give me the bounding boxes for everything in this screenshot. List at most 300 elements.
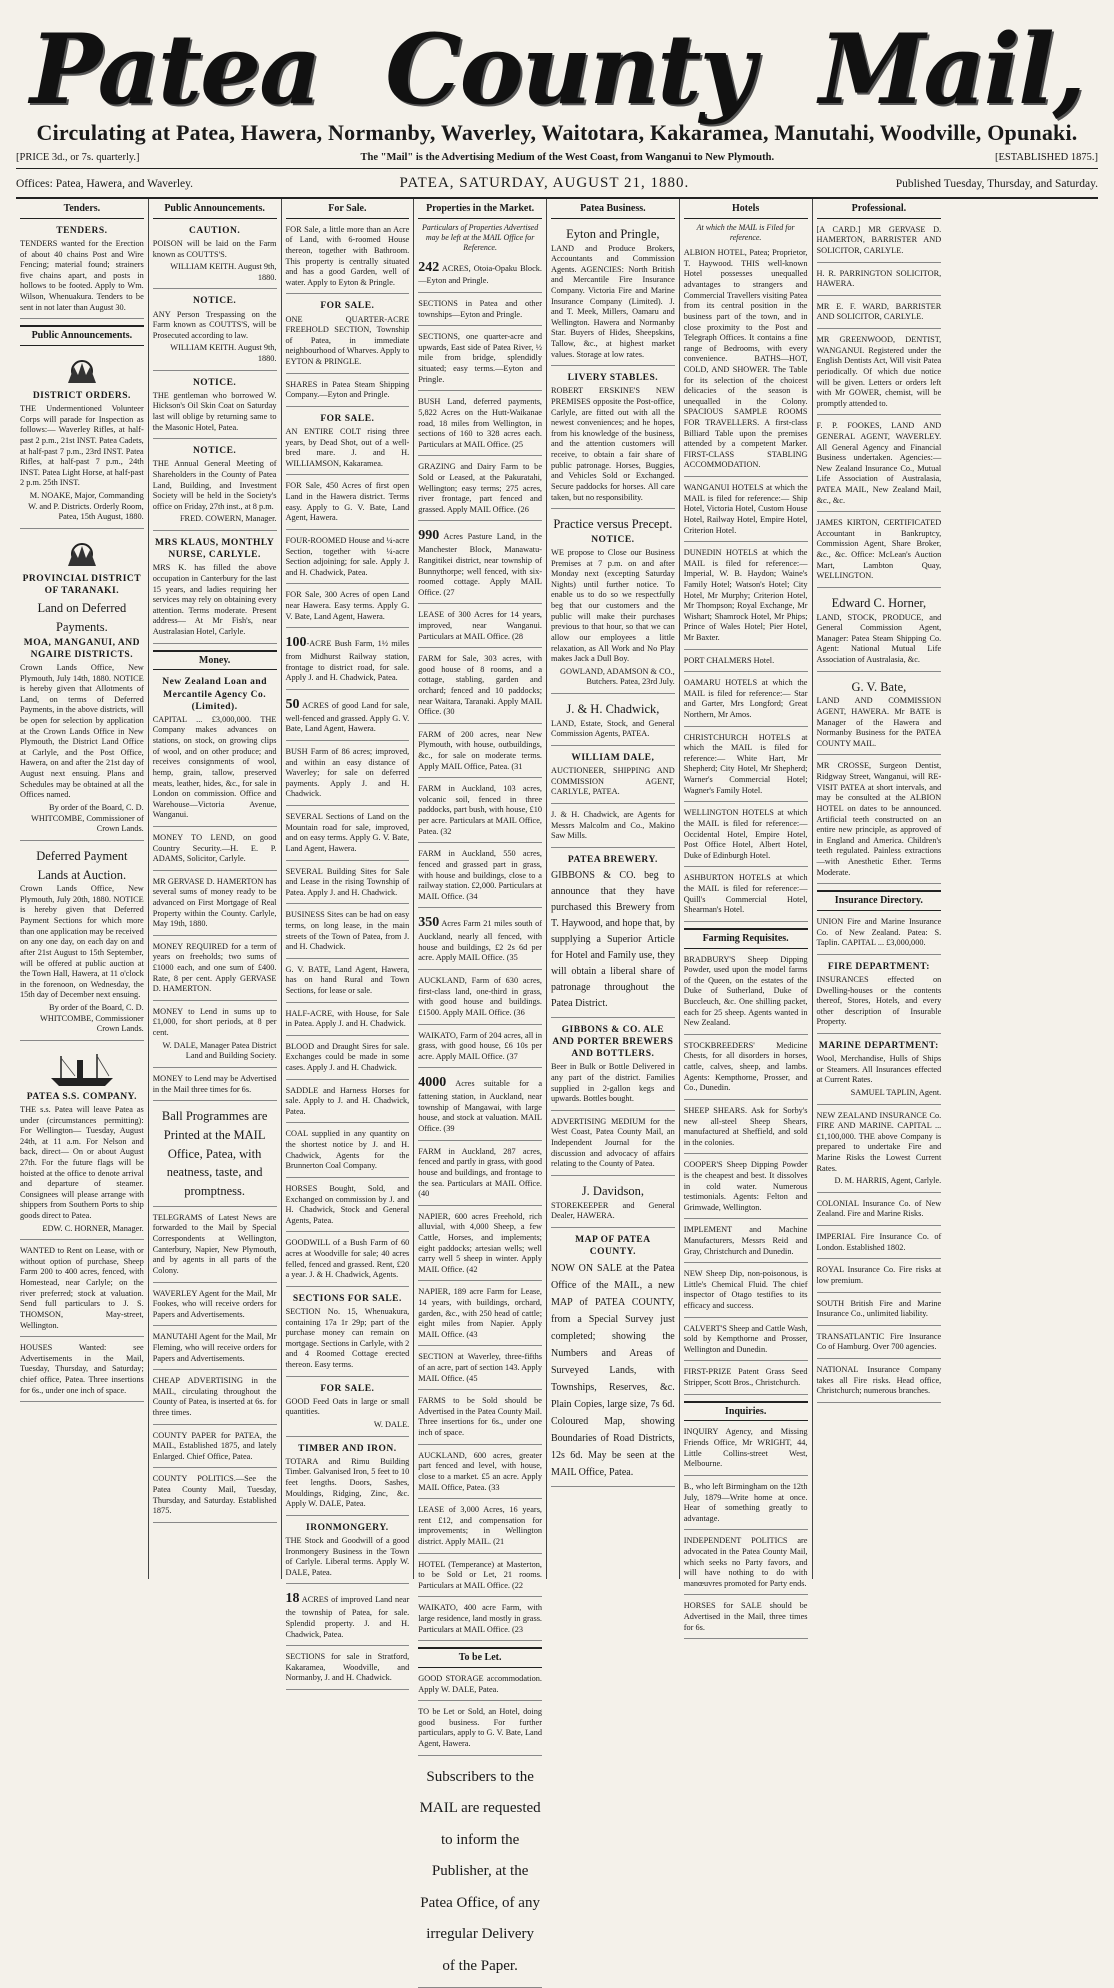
advert-text: ADVERTISING MEDIUM for the West Coast, Patea County Mail, an Independent Journal for the discussion and advocacy of affairs relating to the County of Patea. (551, 1116, 675, 1169)
advert-title: Deferred Payment Lands at Auction. (36, 848, 128, 882)
advert (418, 395, 542, 456)
advert-title: WILLIAM DALE, (571, 752, 655, 763)
section-heading: Properties in the Market. (418, 203, 542, 219)
advert-text: FARM in Auckland, 550 acres, fenced and grassed part in grass, with house and buildings, close to a railway station. £2,000. Particulars at MAIL Office. (34 (418, 849, 542, 901)
advert-title: IRONMONGERY. (306, 1522, 389, 1533)
advert-text: AN ENTIRE COLT rising three years, by Dead Shot, out of a well-bred mare. J. and H. WILLIAMSON, Kakaramea. (285, 427, 410, 468)
advert (286, 534, 410, 584)
advert-text: WANGANUI HOTELS at which the MAIL is filed for reference:— Ship Hotel, Victoria Hotel, Custom House Hotel, Railway Hotel, Empire Hotel, Criterion Hotel. (683, 483, 808, 535)
advert (551, 750, 675, 804)
advert-text: AUCKLAND, 600 acres, greater part fenced and level, with house, close to a market. £5 an acre. Apply MAIL Office, Patea. (33 (418, 1450, 542, 1492)
advert (153, 293, 277, 370)
advert (551, 223, 675, 366)
advert-text: GOOD Feed Oats in large or small quantities. (285, 1396, 410, 1417)
advert (20, 1045, 144, 1240)
advert-text: HOUSES Wanted: see Advertisements in the Mail, Tuesday, Thursday, and Saturday; chief office, Patea. Three insertions for 6s., under one inch of space. (20, 1343, 144, 1395)
advert (286, 810, 410, 860)
advert (286, 1040, 410, 1080)
advert-text: ONE QUARTER-ACRE FREEHOLD SECTION, Township of Patea, in immediate neighbourhood of Wharves. Apply to EYTON & PRINGLE. (285, 314, 410, 367)
advert (817, 1038, 942, 1105)
advert (551, 1115, 675, 1176)
advert-title: PATEA S.S. COMPANY. (26, 1091, 137, 1102)
advert-text: LAND AND COMMISSION AGENT, HAWERA. Mr BATE is Manager of the Hawera and Normanby Business for the PATEA COUNTY MAIL. (816, 696, 942, 748)
advert (20, 350, 144, 529)
section-heading: Patea Business. (551, 203, 675, 219)
advert (418, 652, 542, 724)
advert (684, 1039, 808, 1100)
advert-text: PORT CHALMERS Hotel. (683, 655, 775, 665)
column-2 (149, 199, 282, 1579)
advert (684, 481, 808, 542)
advert-text: NAPIER, 600 acres Freehold, rich alluvial, with 4,000 Sheep, a few Cattle, Horses, and implements; eight paddocks; artesian wells; well carry well 5 sheep in winter. Apply MAIL Office. (42 (418, 1211, 542, 1274)
advert-text: LAND, STOCK, PRODUCE, and General Commission Agent, Manager: Patea Steam Shipping Co. Agent: National Mutual Life Association of Australasia, &c. (816, 612, 942, 665)
advert (418, 525, 542, 604)
advert-text: INQUIRY Agency, and Missing Friends Office, Mr WRIGHT, 44, Little Collins-street West, Melbourne. (683, 1427, 808, 1469)
advert (684, 731, 808, 803)
advert (684, 1223, 808, 1263)
section-subheading: At which the MAIL is Filed for reference. (696, 222, 795, 243)
advert (286, 1182, 410, 1232)
advert-text: Acres Farm 21 miles south of Auckland, nearly all fenced, with house and buildings, £2 2s 6d per acre. Apply MAIL Office. (35 (418, 919, 542, 963)
masthead (16, 6, 1098, 126)
advert-text: MR CROSSE, Surgeon Dentist, Ridgway Street, Wanganui, will RE-VISIT PATEA at short intervals, and may be consulted at the ALBION HOTEL on dates to be announced. Artificial teeth constructed on an entire new principle, as approved of in England and America. Children's teeth regulated. Painless extractions—with Anesthetic Ether. Terms Moderate. (816, 761, 942, 877)
advert (418, 330, 542, 391)
advert-text: TRANSATLANTIC Fire Insurance Co of Hamburg. Over 700 agencies. (816, 1331, 942, 1352)
advert-text: FOR Sale, a little more than an Acre of Land, with 6-roomed House thereon, together with Bathroom. This property is centrally situated and has a good Garden, well of water. Apply to Eyton & Pringle. (285, 224, 410, 287)
advert (153, 1472, 277, 1522)
advert (418, 1601, 542, 1641)
advert-text: BLOOD and Draught Sires for sale. Exchanges could be made in some cases. Apply J. and H. Chadwick. (285, 1041, 410, 1073)
advert-text: SADDLE and Harness Horses for sale. Apply to J. and H. Chadwick, Patea. (285, 1085, 410, 1116)
advert-text: IMPERIAL Fire Insurance Co. of London. Established 1802. (816, 1232, 942, 1252)
advert (286, 1084, 410, 1124)
advert-text: MONEY REQUIRED for a term of years on freeholds; two sums of £1000 each, and one sum of £400. Rate, 8 per cent. Apply GERVASE D. HAMERTON. (152, 941, 277, 994)
advert-title: PROVINCIAL DISTRICT OF TARANAKI. (22, 573, 142, 597)
section-heading: Farming Requisites. (684, 928, 808, 949)
advert (817, 1263, 942, 1292)
advert (418, 1350, 542, 1390)
advert-text: FOR Sale, 450 Acres of first open Land in the Hawera district. Terms easy. Apply to G. V. Bate, Land Agent, Hawera. (285, 481, 410, 523)
section-subheading: Particulars of Properties Advertised may be left at the MAIL Office for Reference. (422, 222, 539, 253)
advert (153, 1330, 277, 1370)
advert-text: SEVERAL Sections of Land on the Mountain road for sale, improved, and on easy terms. Apply G. V. Bate, Land Agent, Hawera. (285, 812, 410, 853)
tagline: The "Mail" is the Advertising Medium of the West Coast, from Wanganui to New Plymouth. (360, 152, 775, 163)
advert-text: Acres suitable for a fattening station, in Auckland, near township of Mangawai, with large house, and stock at valuation. MAIL Office. (39 (418, 1079, 542, 1134)
advert (286, 963, 410, 1003)
established-label: [ESTABLISHED 1875.] (995, 152, 1098, 163)
advert-text: SECTIONS in Patea and other townships—Eyton and Pringle. (418, 299, 542, 319)
advert (418, 297, 542, 326)
advert-number: 100 (285, 635, 307, 651)
advert (684, 1158, 808, 1219)
advert (286, 694, 410, 741)
advert (153, 1374, 277, 1424)
advert-number: 990 (418, 528, 440, 544)
advert-text: ROBERT ERSKINE'S NEW PREMISES opposite the Post-office, Carlyle, are fitted out with all the newest conveniences; and he hopes, from his knowledge of the business, and the attention customers will receive, to obtain a fair share of public patronage. Horses, Buggies, and Vehicles Sold or Exchanged. Secure paddocks for horses. All care taken, but no responsibility. (551, 386, 675, 502)
advert-title: New Zealand Loan and Mercantile Agency Co. (Limited). (162, 677, 267, 712)
advert-text: MONEY to Lend in sums up to £1,000, for short periods, at 8 per cent. (152, 1006, 277, 1038)
advert-title: FOR SALE. (320, 301, 375, 312)
advert (153, 1211, 277, 1283)
advert-text: J. & H. Chadwick, are Agents for Messrs Malcolm and Co., Makino Saw Mills. (551, 809, 675, 841)
advert (418, 257, 542, 294)
advert (418, 1029, 542, 1069)
masthead-word-3: Mail, (819, 13, 1084, 126)
advert-signature: GOWLAND, ADAMSON & CO., Butchers. Patea, 23rd July. (559, 666, 675, 687)
advert-signature: W. DALE. (373, 1419, 410, 1429)
advert (817, 516, 942, 588)
advert-text: ROYAL Insurance Co. Fire risks at low premium. (816, 1265, 942, 1285)
advert-signature: FRED. COWERN, Manager. (179, 514, 277, 524)
advert-text: NEW ZEALAND INSURANCE Co. FIRE AND MARINE. CAPITAL ... £1,100,000. THE above Company is prepared to undertake Fire and Marine Risks the Lowest Current Rates. (816, 1110, 942, 1173)
section-heading: To be Let. (418, 1647, 542, 1668)
published-label: Published Tuesday, Thursday, and Saturday. (895, 177, 1098, 190)
advert-text: SOUTH British Fire and Marine Insurance Co., unlimited liability. (816, 1298, 942, 1319)
advert (817, 1197, 942, 1226)
advert (817, 759, 942, 884)
advert-title: FOR SALE. (320, 413, 375, 424)
advert-title: LIVERY STABLES. (567, 373, 659, 384)
column-1 (16, 199, 149, 1579)
price-label: [PRICE 3d., or 7s. quarterly.] (16, 152, 140, 163)
advert (286, 1007, 410, 1036)
advert-text: LAND, Estate, Stock, and General Commission Agents, PATEA. (551, 718, 675, 739)
advert-text: MRS K. has filled the above occupation in Canterbury for the last 15 years, and ladies requiring her services may rely on obtaining every attention. Terms moderate. Present address— At Mr Fish's, near Australasian Hotel, Carlyle. (152, 563, 277, 636)
section-heading: Public Announcements. (153, 203, 277, 219)
advert (418, 1503, 542, 1553)
advert (684, 871, 808, 921)
advert (286, 298, 410, 373)
advert-text: OAMARU HOTELS at which the MAIL is filed for reference:— Star and Garter, Mrs Longford; Great Northern, Mr Amos. (683, 678, 808, 720)
advert-text: COLONIAL Insurance Co. of New Zealand. Fire and Marine Risks. (816, 1198, 942, 1219)
advert-text: Crown Lands Office, New Plymouth, July 14th, 1880. NOTICE is hereby given that Allotments of Land, on terms of Deferred Payments, in the above districts, will be open for selection by application at the Crown Lands Office in New Plymouth, the District Land Office at Carlyle, and the Post Office, Hawera, on and after the 21st day of August next ensuing. Plans and Schedules may be obtained at all the Offices named. (20, 663, 144, 800)
advert (684, 246, 808, 477)
advert-districts: MOA, MANGANUI, AND NGAIRE DISTRICTS. (23, 637, 140, 660)
section-heading: Insurance Directory. (817, 890, 942, 911)
advert (817, 223, 942, 263)
advert (286, 1441, 410, 1516)
royal-crest-icon (62, 538, 102, 570)
advert-title: MRS KLAUS, MONTHLY NURSE, CARLYLE. (155, 538, 275, 561)
advert-text: DUNEDIN HOTELS at which the MAIL is filed for reference:— Imperial, W. B. Haydon; Waine's Family Hotel; Watson's Hotel; City Hotel, Mr Murphy; Criterion Hotel, Mr Thompson; Royal Exchange, Mr Wishart; Shamrock Hotel, Mr Phips; Prince of Wales Hotel; Pier Hotel, Mr Baxter. (683, 548, 808, 642)
advert-text: BUSINESS Sites can be had on easy terms, on long lease, in the main streets of the Town of Patea, from J. and H. Chadwick. (285, 910, 410, 952)
advert (817, 915, 942, 955)
advert (153, 375, 277, 440)
advert-text: FARMS to be Sold should be Advertised in the Patea County Mail. Three insertions for 6s., under one inch of space. (418, 1396, 542, 1438)
advert (817, 419, 942, 512)
section-heading: Tenders. (20, 203, 144, 219)
columns (16, 199, 1098, 1974)
advert (418, 1072, 542, 1140)
advert (286, 865, 410, 905)
advert-title: FOR SALE. (320, 1383, 375, 1394)
advert (817, 300, 942, 329)
advert (418, 608, 542, 648)
advert (418, 1145, 542, 1206)
advert (153, 1105, 277, 1207)
advert (20, 845, 144, 1041)
advert-text: COAL supplied in any quantity on the shortest notice by J. and H. Chadwick, Agents for the Brunnerton Coal Company. (285, 1129, 410, 1171)
advert (551, 513, 675, 694)
advert-text: CALVERT'S Sheep and Cattle Wash, sold by Kempthorne and Prosser, Wellington and Dunedin. (683, 1323, 808, 1354)
advert-text: SHEEP SHEARS. Ask for Sorby's new all-steel Sheep Shears, manufactured at Sheffield, and sold in the colonies. (683, 1105, 808, 1147)
advert (551, 698, 675, 746)
advert-text: Wool, Merchandise, Hulls of Ships or Steamers. All Insurances effected at Current Rates. (816, 1054, 942, 1085)
advert (684, 1534, 808, 1595)
column-4 (414, 199, 547, 1974)
advert-signature: SAMUEL TAPLIN, Agent. (850, 1087, 942, 1097)
advert-title: FIRE DEPARTMENT: (827, 961, 930, 972)
section-heading: For Sale. (286, 203, 410, 219)
advert-text: SECTIONS for sale in Stratford, Kakaramea, Woodville, and Normanby, J. and H. Chadwick. (285, 1652, 410, 1683)
advert (418, 1394, 542, 1444)
advert (684, 1104, 808, 1154)
advert-text: Ball Programmes are Printed at the MAIL Office, Patea, with neatness, taste, and promptness. (161, 1109, 268, 1199)
advert-text: ASHBURTON HOTELS at which the MAIL is filed for reference:— Quill's Commercial Hotel, Shearman's Hotel. (683, 873, 808, 915)
advert-title: Edward C. Horner, (831, 595, 927, 610)
advert-signature: WILLIAM KEITH. August 9th, 1880. (170, 262, 277, 282)
advert-text: WELLINGTON HOTELS at which the MAIL is filed for reference:— Occidental Hotel, Empire Hotel, Post Office Hotel, Albert Hotel, Duke of Edinburgh Hotel. (683, 808, 808, 860)
advert-text: Crown Lands Office, New Plymouth, July 20th, 1880. NOTICE is hereby given that Deferred Payment Sections for which more than one application may be received on any one day, on each day on and after 21st August to 15th September, will be offered at public auction at the Town Hall, Hawera, at 11 o'clock in the forenoon, on Wednesday, the 15th day of December next ensuing. (20, 884, 144, 1000)
advert (286, 745, 410, 806)
advert (20, 223, 144, 319)
advert-text: THE s.s. Patea will leave Patea as under (circumstances permitting): For Wellington— Tuesday, August 24th, at 11 a.m. For Nelson and back, direct— On or about August 27th. For the future flags will be hoisted at the office to denote arrival and departure of steamer. Consignees will please arrange with shippers from Southern Ports to ship goods direct to Patea. (20, 1104, 144, 1221)
dateline (16, 169, 1098, 197)
advert (286, 1650, 410, 1690)
advert-title: NOTICE. (192, 377, 237, 388)
advert-text: LEASE of 3,000 Acres, 16 years, rent £12, and compensation for improvements; in Wellington district. Apply MAIL. (21 (418, 1505, 542, 1546)
issue-date: PATEA, SATURDAY, AUGUST 21, 1880. (399, 175, 690, 191)
advert (418, 460, 542, 521)
advert-text: CHRISTCHURCH HOTELS at which the MAIL is filed for reference:— White Hart, Mr Shepherd; City Hotel, Mr Shepherd; Warner's Commercial Hotel; Wagner's Family Hotel. (683, 732, 808, 795)
advert (153, 674, 277, 827)
advert-text: INSURANCES effected on Dwelling-houses or the contents thereof, Stores, Hotels, and every other description of Insurable Property. (816, 974, 942, 1027)
advert (551, 370, 675, 509)
column-6 (680, 199, 813, 1632)
advert-signature: By order of the Board, C. D. WHITCOMBE, Commissioner Crown Lands. (40, 1002, 144, 1034)
advert (418, 847, 542, 908)
advert-signature: W. DALE, Manager Patea District Land and Building Society. (162, 1040, 277, 1061)
advert (817, 1363, 942, 1403)
advert (551, 1022, 675, 1111)
advert-number: 350 (418, 915, 440, 931)
advert (418, 1558, 542, 1598)
advert (153, 940, 277, 1001)
advert-text: NATIONAL Insurance Company takes all Fire risks. Head office, Christchurch; numerous branches. (816, 1364, 942, 1396)
advert-number: 242 (418, 259, 440, 275)
advert-text: WAIKATO, 400 acre Farm, with large residence, land mostly in grass. Particulars at MAIL Office. (23 (418, 1603, 542, 1634)
advert-text: NAPIER, 189 acre Farm for Lease, 14 years, with buildings, orchard, garden, &c., with 250 head of cattle; eight miles from Napier. Apply MAIL Office. (43 (418, 1287, 542, 1339)
advert-text: ACRES of good Land for sale, well-fenced and grassed. Apply G. V. Bate, Land Agent, Hawera. (285, 700, 410, 734)
advert (418, 974, 542, 1024)
advert-title: NOTICE. (192, 446, 237, 457)
advert-text: HOTEL (Temperance) at Masterton, to be Sold or Let, 21 rooms. Particulars at MAIL Office. (22 (418, 1559, 542, 1590)
advert-text: NOW ON SALE at the Patea Office of the MAIL, a new MAP of PATEA COUNTY, from a Special Survey just completed; showing the Numbers and Areas of Surveyed Lands, with Townships, Reserves, &c. Plain Copies, large size, 7s 6d. Coloured Map, showing Boundaries of Road Districts, 12s 6d. May be seen at the MAIL Office, Patea. (551, 1263, 675, 1479)
advert-text: G. V. BATE, Land Agent, Hawera, has on hand Rural and Town Sections, for lease or sale. (285, 964, 410, 995)
section-heading: Hotels (684, 203, 808, 219)
advert-title: Practice versus Precept. (553, 517, 673, 532)
advert (551, 1232, 675, 1487)
advert-text: GOODWILL of a Bush Farm of 60 acres at Woodville for sale; 40 acres felled, fenced and grassed. Rent, £20 a year. J. & H. Chadwick, Agents. (285, 1238, 410, 1280)
advert-text: CAPITAL ... £3,000,000. THE Company makes advances on stations, on stock, on growing clips of wool, and on other produce; and receives consignments of wool, hemp, grain, tallow, preserved meats, leather, hides, &c., for sale in London on commission. Office and Warehouse—Victoria Avenue, Wanganui. (152, 714, 277, 820)
advert (684, 953, 808, 1035)
info-bar (16, 152, 1098, 163)
advert-number: 50 (285, 696, 300, 712)
advert-text: B., who left Birmingham on the 12th July, 1879—Write home at once. Hear of something greatly to advantage. (683, 1481, 808, 1523)
advert-subtitle: Land on Deferred Payments. (37, 601, 127, 634)
section-heading: Money. (153, 650, 277, 671)
advert-text: HALF-ACRE, with House, for Sale in Patea. Apply J. and H. Chadwick. (285, 1008, 410, 1029)
advert-text: FARM in Auckland, 103 acres, volcanic soil, fenced in three paddocks, part bush, with house, £10 per acre. Particulars at MAIL Office, Patea. (32 (418, 784, 542, 836)
advert-signature: D. M. HARRIS, Agent, Carlyle. (834, 1176, 942, 1186)
advert (286, 1381, 410, 1437)
advert (551, 852, 675, 1018)
advert (153, 1005, 277, 1068)
advert-title: G. V. Bate, (851, 679, 907, 694)
advert (20, 1244, 144, 1337)
advert-text: MR E. F. WARD, BARRISTER AND SOLICITOR, CARLYLE. (816, 301, 942, 322)
advert-title: Eyton and Pringle, (566, 226, 660, 241)
advert (551, 808, 675, 848)
advert-signature: WILLIAM KEITH. August 9th, 1880. (170, 343, 277, 363)
advert (418, 1285, 542, 1346)
advert-text: CHEAP ADVERTISING in the MAIL, circulating throughout the County of Patea, is inserted at 6s. for three times. (152, 1376, 277, 1418)
advert-text: LEASE of 300 Acres for 14 years, improved, near Wanganui. Particulars at MAIL Office. (28 (418, 610, 542, 641)
advert-text: SECTION at Waverley, three-fifths of an acre, part of section 143. Apply MAIL Office. (45 (418, 1352, 542, 1383)
advert-title: CAUTION. (189, 225, 241, 236)
advert (684, 654, 808, 673)
advert (684, 1322, 808, 1362)
masthead-word-2: County (385, 13, 754, 126)
advert (551, 1180, 675, 1228)
advert-text: SEVERAL Building Sites for Sale and Lease in the rising Township of Patea. Apply J. and H. Chadwick. (285, 866, 410, 897)
advert-text: LAND and Produce Brokers, Accountants and Commission Agents. AGENCIES: North British and Mercantile Fire Insurance Company. Victoria Fire and Marine Insurance Company (Limited). J. and T. Meek, Millers, Oamaru and Wellington. Hawera and Normanby Star. Buyers of Hides, Sheepskins, Tallow, &c., at highest market values. Storage at low rates. (551, 243, 675, 359)
advert-text: COUNTY PAPER for PATEA, the MAIL, Established 1875, and lately Enlarged. Chief Office, Patea. (152, 1430, 277, 1461)
advert (684, 1267, 808, 1317)
advert-title: MARINE DEPARTMENT: (818, 1040, 939, 1051)
advert-signature: EDW. C. HORNER, Manager. (42, 1223, 144, 1233)
advert-title: NOTICE. (192, 296, 237, 307)
advert (286, 411, 410, 476)
advert (684, 676, 808, 726)
advert-text: FARM of 200 acres, near New Plymouth, with house, outbuildings, &c., for sale on moderate terms. Apply MAIL Office, Patea. (31 (418, 729, 542, 771)
advert-text: BUSH Land, deferred payments, 5,822 Acres on the Hutt-Waikanae road, 18 miles from Wellington, in sections of 160 to 328 acres each. Particulars at MAIL Office. (25 (418, 397, 542, 449)
advert (817, 1230, 942, 1259)
advert-title: SECTIONS FOR SALE. (292, 1293, 402, 1304)
advert-text: INDEPENDENT POLITICS are advocated in the Patea County Mail, which seeks no Party favors, and will have nothing to do with manœuvres promoted for Party ends. (683, 1536, 808, 1588)
advert (286, 1291, 410, 1377)
advert-text: Beer in Bulk or Bottle Delivered in any part of the district. Families supplied in 2-gallon kegs and upwards. Bottles bought. (551, 1062, 675, 1104)
advert-title: MAP OF PATEA COUNTY. (575, 1234, 651, 1257)
advert-text: FIRST-PRIZE Patent Grass Seed Stripper, Scott Bros., Christchurch. (683, 1367, 808, 1388)
advert-text: FARM for Sale, 303 acres, with good house of 8 rooms, and a cottage, stabling, garden and orchard; fenced and 10 paddocks; near Waitara, Taranaki. Apply MAIL Office. (30 (418, 654, 542, 717)
advert-signature: M. NOAKE, Major, Commanding W. and P. Districts. Orderly Room, Patea, 15th August, 1880. (28, 491, 144, 522)
advert-text: THE Undermentioned Volunteer Corps will parade for Inspection as follows:— Waverley Rifles, at half-past 2 p.m., 21st INST. Patea Cadets, at half-past 7 p.m., 23rd INST. Patea Rifles, at half-past 7 p.m., 24th INST. Patea Light Horse, at half-past 2 p.m. 25th INST. (20, 404, 144, 488)
advert-text: GIBBONS & CO. beg to announce that they have purchased this Brewery from T. Haywood, and hope that, by supplying a Superior Article for Hotel and Family use, they will obtain a liberal share of patronage throughout the Patea District. (551, 869, 675, 1009)
section-heading: Inquiries. (684, 1401, 808, 1422)
advert (817, 959, 942, 1034)
advert-text: F. P. FOOKES, LAND AND GENERAL AGENT, WAVERLEY. All General Agency and Financial Business undertaken. Agencies:—New Zealand Insurance Co., Mutual Life Association of Australasia, PATEA MAIL, New Zealand Mail, &c., &c. (816, 421, 942, 505)
advert (153, 223, 277, 290)
advert (418, 1760, 542, 1988)
advert (418, 782, 542, 843)
advert (153, 535, 277, 644)
advert-text: STOCKBREEDERS' Medicine Chests, for all disorders in horses, cattle, calves, sheep, and lambs. Agents: Kempthorne, Prosser, and Co., Dunedin. (683, 1040, 808, 1093)
advert-text: ACRES of improved Land near the township of Patea, for sale. Splendid property. J. and H. Chadwick, Patea. (285, 1595, 410, 1639)
advert-text: ALBION HOTEL, Patea; Proprietor, T. Haywood. THIS well-known Hotel possesses unequalled advantages to strangers and Commercial Travellers visiting Patea from its central position in the business part of the town, and in close proximity to the Post and Telegraph Offices. It contains a fine range of Bedrooms, with every convenience. BATHS—HOT, COLD, AND SHOWER. The Table for its selection of the choicest delicacies of the season is unequalled in the Colony. SPACIOUS SAMPLE ROOMS FOR TRAVELLERS. A first-class Billiard Table upon the premises attended by a competent Marker. FIRST-CLASS STABLING ACCOMMODATION. (683, 248, 808, 470)
advert-text: AUCKLAND, Farm of 630 acres, first-class land, one-third in grass, with good house and buildings. £1500. Apply MAIL Office. (36 (418, 976, 542, 1017)
advert (286, 378, 410, 407)
advert (684, 806, 808, 867)
advert (286, 223, 410, 295)
advert-text: Subscribers to the MAIL are requested to inform the Publisher, at the Patea Office, of any irregular Delivery of the Paper. (419, 1768, 541, 1974)
advert-text: MONEY to Lend may be Advertised in the Mail three times for 6s. (152, 1073, 277, 1094)
advert (817, 267, 942, 296)
advert-text: Acres Pasture Land, in the Manchester Block, Manawatu-Rangitikei district, near township of Bunnythorpe; well fenced, with six-roomed cottage. Apply MAIL Office. (27 (418, 532, 542, 597)
advert (286, 1588, 410, 1646)
advert-text: HORSES Bought, Sold, and Exchanged on commission by J. and H. Chadwick, Stock and General Agents, Patea. (285, 1183, 410, 1225)
advert (20, 533, 144, 841)
column-3 (282, 199, 415, 1683)
advert (418, 1449, 542, 1499)
advert-text: ACRES, Otoia-Opaku Block.—Eyton and Pringle. (418, 263, 542, 286)
advert (418, 1210, 542, 1282)
advert-text: NEW Sheep Dip, non-poisonous, is Little's Chemical Fluid. The chief inspector of Otago testifies to its efficacy and success. (683, 1269, 808, 1311)
advert-title: DISTRICT ORDERS. (32, 391, 131, 402)
advert-text: TO be Let or Sold, an Hotel, doing good business. For further particulars, apply to G. V. Bate, Land Agent, Hawera. (418, 1707, 542, 1749)
advert-title: J. Davidson, (581, 1183, 644, 1198)
advert-text: THE gentleman who borrowed W. Hickson's Oil Skin Coat on Saturday last will oblige by returning same to the Masonic Hotel, Patea. (152, 390, 277, 432)
advert (418, 728, 542, 778)
advert-text: IMPLEMENT and Machine Manufacturers, Messrs Reid and Gray, Christchurch and Dunedin. (683, 1225, 808, 1256)
advert-title: GIBBONS & CO. ALE AND PORTER BREWERS AND BOTTLERS. (552, 1024, 674, 1060)
advert (153, 1287, 277, 1327)
advert-text: COUNTY POLITICS.—See the Patea County Mail, Tuesday, Thursday, and Saturday. Established 1875. (152, 1474, 277, 1516)
masthead-word-1: Patea (30, 13, 320, 126)
advert (684, 1599, 808, 1639)
advert (286, 632, 410, 690)
advert (286, 1236, 410, 1286)
advert-title: J. & H. Chadwick, (566, 701, 660, 716)
advert-text: UNION Fire and Marine Insurance Co. of New Zealand. Patea: S. Taplin. CAPITAL ... £3,000,000. (816, 916, 942, 948)
advert-text: MR GREENWOOD, DENTIST, WANGANUI. Registered under the English Dentists Act, Will visit Patea periodically. Of which due notice will be given. Letters or orders left with Mr GOWER, chemist, will be promptly attended to. (816, 335, 942, 408)
advert-text: STOREKEEPER and General Dealer, HAWERA. (551, 1200, 675, 1221)
advert-number: 18 (285, 1591, 300, 1607)
advert-notice: NOTICE. (591, 534, 635, 545)
advert (817, 1330, 942, 1359)
advert (684, 1480, 808, 1530)
advert (817, 1109, 942, 1193)
advert-text: MONEY TO LEND, on good Country Security.—H. E. P. ADAMS, Solicitor, Carlyle. (152, 832, 277, 864)
advert (418, 1672, 542, 1701)
steamship-icon (47, 1050, 117, 1088)
royal-crest-icon (62, 355, 102, 387)
advert (418, 912, 542, 970)
advert-text: BRADBURY'S Sheep Dipping Powder, used upon the model farms of the Queen, on the estates of the Duke of Sutherland, Duke of Buccleuch, &c. One shilling packet, each for 25 sheep. Agents wanted in New Zealand. (683, 954, 808, 1028)
advert-text: TELEGRAMS of Latest News are forwarded to the Mail by Special Correspondents at Wellington, Canterbury, Napier, New Plymouth, and by agents in all parts of the Colony. (152, 1212, 277, 1275)
advert-text: BUSH Farm of 86 acres; improved, and within an easy distance of Waverley; for sale on deferred payments. Apply J. and H. Chadwick. (285, 747, 410, 799)
advert (286, 588, 410, 628)
advert-text: WANTED to Rent on Lease, with or without option of purchase, Sheep Farm 200 to 400 acres, fenced, with Homestead, near Carlyle; on the river preferred; stock at valuation. Send full particulars to J. S. THOMSON, May-street, Wellington. (20, 1246, 144, 1330)
advert-text: SECTION No. 15, Whenuakura, containing 17a 1r 29p; part of the purchase money can remain on mortgage. Sections in Carlyle, with 2 and 4 Roomed Cottage erected thereon. Easy terms. (285, 1306, 410, 1369)
advert (153, 1429, 277, 1469)
advert-title: TIMBER AND IRON. (298, 1443, 397, 1454)
advert (153, 831, 277, 871)
advert (153, 443, 277, 531)
advert-text: MR GERVASE D. HAMERTON has several sums of money ready to be advanced on First Mortgage of Real Property within the County. Carlyle, May 19th, 1880. (152, 876, 277, 929)
advert (20, 1341, 144, 1402)
advert-text: JAMES KIRTON, CERTIFICATED Accountant in Bankruptcy, Commission Agent, Share Broker, &c., &c. Office: McLean's Auction Mart, Lambton Quay, WELLINGTON. (816, 518, 942, 581)
